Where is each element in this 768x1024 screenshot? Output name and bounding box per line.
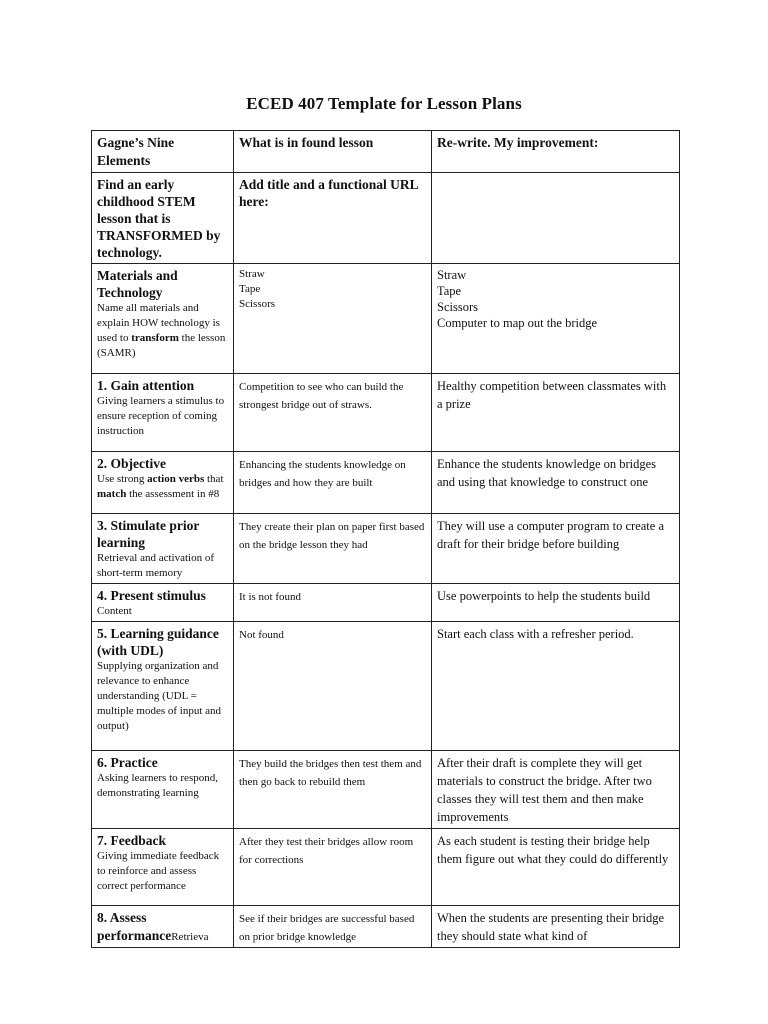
- found-text: It is not found: [239, 591, 302, 603]
- element-description: Asking learners to respond, demonstrating learning: [97, 772, 218, 799]
- element-cell: [92, 584, 234, 622]
- found-item: Straw: [239, 268, 265, 280]
- element-description: Content: [97, 605, 132, 617]
- element-title: 7. Feedback: [97, 833, 166, 848]
- table-row-stimulate-prior-learning: [92, 514, 680, 584]
- found-text: Enhancing the students knowledge on bridges and how they are built: [239, 459, 406, 489]
- description-emphasis: action verbs: [147, 473, 205, 485]
- element-title: Materials and Technology: [97, 268, 178, 300]
- found-cell: [234, 584, 432, 622]
- description-text: Name all materials and explain HOW technology is used to: [97, 302, 220, 344]
- improvement-text: When the students are presenting their bridge they should state what kind of: [437, 911, 665, 943]
- element-title: 5. Learning guidance (with UDL): [97, 626, 219, 658]
- improvement-item: Tape: [437, 284, 462, 298]
- header-cell-found: [234, 131, 432, 173]
- description-emphasis: match: [97, 488, 127, 500]
- improvement-text: Healthy competition between classmates with a prize: [437, 379, 667, 411]
- found-cell: [234, 751, 432, 829]
- improvement-item: Computer to map out the bridge: [437, 316, 598, 330]
- element-description: Supplying organization and relevance to enhance understanding (UDL = multiple modes of input and output): [97, 660, 222, 732]
- description-text: the assessment in #8: [129, 488, 220, 500]
- found-cell: [234, 514, 432, 584]
- found-text: Add title and a functional URL here:: [239, 177, 418, 209]
- found-text: After they test their bridges allow room for corrections: [239, 836, 414, 866]
- element-description: [97, 472, 228, 502]
- found-text: See if their bridges are successful based on prior bridge knowledge: [239, 913, 415, 943]
- found-item: Scissors: [239, 298, 276, 310]
- element-description: [97, 301, 228, 361]
- improvement-text: As each student is testing their bridge help them figure out what they could do differently: [437, 834, 669, 866]
- found-text: Not found: [239, 629, 284, 641]
- found-text: They build the bridges then test them and then go back to rebuild them: [239, 758, 422, 788]
- element-title: 3. Stimulate prior learning: [97, 518, 200, 550]
- found-cell: [234, 906, 432, 948]
- lesson-plan-table: [91, 130, 680, 948]
- improvement-text: Use powerpoints to help the students build: [437, 589, 651, 603]
- element-cell: [92, 374, 234, 452]
- table-row-materials: [92, 264, 680, 374]
- element-title: 4. Present stimulus: [97, 588, 206, 603]
- element-description: Giving learners a stimulus to ensure reception of coming instruction: [97, 395, 225, 437]
- improvement-text: Enhance the students knowledge on bridges and using that knowledge to construct one: [437, 457, 657, 489]
- element-title: Find an early childhood STEM lesson that is TRANSFORMED by technology.: [97, 177, 221, 260]
- header-elements-label: Gagne’s Nine Elements: [97, 135, 175, 168]
- improvement-item: Scissors: [437, 300, 478, 314]
- element-cell: [92, 751, 234, 829]
- element-cell: [92, 452, 234, 514]
- element-description: Giving immediate feedback to reinforce and assess correct performance: [97, 850, 220, 892]
- improvement-cell: [432, 751, 680, 829]
- description-text: the lesson (SAMR): [97, 332, 226, 359]
- element-description: Retrieval and activation of short-term memory: [97, 552, 214, 579]
- improvement-cell: [432, 584, 680, 622]
- header-improvement-label: Re-write. My improvement:: [437, 135, 599, 150]
- table-row-feedback: [92, 829, 680, 906]
- found-cell: [234, 374, 432, 452]
- improvement-cell: [432, 514, 680, 584]
- improvement-cell: [432, 829, 680, 906]
- element-title: 8. Assess performance: [97, 910, 172, 943]
- element-cell: [92, 622, 234, 751]
- found-cell: [234, 173, 432, 264]
- improvement-cell: [432, 374, 680, 452]
- found-item: Tape: [239, 283, 261, 295]
- improvement-cell: [432, 906, 680, 948]
- table-row-present-stimulus: [92, 584, 680, 622]
- element-cell: [92, 264, 234, 374]
- table-header-row: [92, 131, 680, 173]
- element-cell: [92, 173, 234, 264]
- element-title: 6. Practice: [97, 755, 158, 770]
- improvement-item: Straw: [437, 268, 467, 282]
- element-title: 2. Objective: [97, 456, 166, 471]
- table-row-find-lesson: [92, 173, 680, 264]
- found-text: They create their plan on paper first based on the bridge lesson they had: [239, 521, 425, 551]
- header-cell-improvement: [432, 131, 680, 173]
- table-row-learning-guidance: [92, 622, 680, 751]
- header-cell-elements: [92, 131, 234, 173]
- improvement-cell: [432, 622, 680, 751]
- found-cell: [234, 452, 432, 514]
- header-found-label: What is in found lesson: [239, 135, 374, 150]
- element-title: 1. Gain attention: [97, 378, 195, 393]
- description-text: that: [207, 473, 224, 485]
- improvement-cell: [432, 264, 680, 374]
- table-row-objective: [92, 452, 680, 514]
- element-cell: [92, 829, 234, 906]
- improvement-text: They will use a computer program to create a draft for their bridge before building: [437, 519, 664, 551]
- found-cell: [234, 622, 432, 751]
- improvement-text: After their draft is complete they will get materials to construct the bridge. After two classes they will test them and then make improvements: [437, 756, 652, 824]
- table-row-gain-attention: [92, 374, 680, 452]
- element-cell: [92, 514, 234, 584]
- element-description: Retrieva: [171, 931, 209, 943]
- table-row-practice: [92, 751, 680, 829]
- improvement-text: Start each class with a refresher period.: [437, 627, 634, 641]
- description-text: Use strong: [97, 473, 145, 485]
- element-cell: [92, 906, 234, 948]
- found-cell: [234, 829, 432, 906]
- page-title: ECED 407 Template for Lesson Plans: [246, 94, 522, 113]
- found-text: Competition to see who can build the strongest bridge out of straws.: [239, 381, 404, 411]
- improvement-cell: [432, 452, 680, 514]
- improvement-cell[interactable]: [432, 173, 680, 264]
- found-cell: [234, 264, 432, 374]
- description-emphasis: transform: [131, 332, 179, 344]
- table-row-assess-performance: [92, 906, 680, 948]
